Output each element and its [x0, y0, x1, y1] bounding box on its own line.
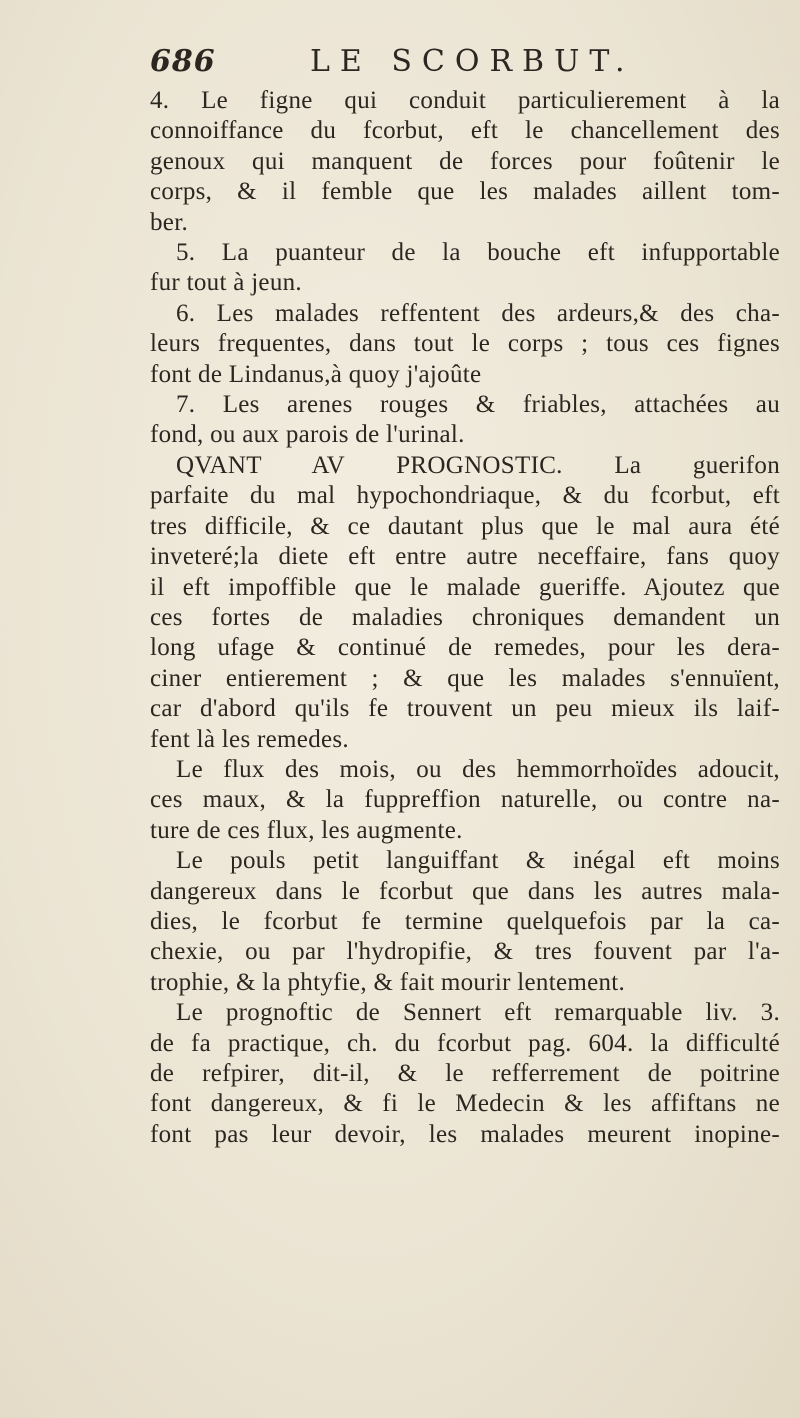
text-line: 5. La puanteur de la bouche eft infupportable: [176, 239, 780, 267]
text-line: trophie, & la phtyfie, & fait mourir lentement.: [150, 968, 626, 996]
text-line: Le pouls petit languiffant & inégal eft moins: [176, 847, 780, 875]
text-line: font de Lindanus,à quoy j'ajoûte: [150, 360, 482, 388]
text-line: car d'abord qu'ils fe trouvent un peu mieux ils laif-: [150, 695, 780, 723]
text-line: ture de ces flux, les augmente.: [150, 816, 463, 844]
text-line: font dangereux, & fi le Medecin & les affiftans ne: [150, 1090, 780, 1118]
text-line: ber.: [150, 208, 188, 236]
page-body: [150, 86, 780, 1150]
text-line: de refpirer, dit-il, & le refferrement de poitrine: [150, 1060, 780, 1087]
page-number: 686: [150, 44, 216, 79]
page-header: [150, 44, 710, 84]
text-line: inveteré;la diete eft entre autre neceffaire, fans quoy: [150, 543, 780, 571]
text-line: ces fortes de maladies chroniques demandent un: [150, 603, 780, 631]
text-line: font pas leur devoir, les malades meurent inopine-: [150, 1120, 780, 1148]
text-line: dangereux dans le fcorbut que dans les autres mala-: [150, 877, 780, 905]
running-title: LE SCORBUT.: [310, 44, 635, 79]
text-line: leurs frequentes, dans tout le corps ; tous ces fignes: [150, 330, 780, 358]
text-line: corps, & il femble que les malades aillent tom-: [150, 178, 780, 206]
text-line: parfaite du mal hypochondriaque, & du fcorbut, eft: [150, 482, 780, 510]
text-line: dies, le fcorbut fe termine quelquefois par la ca-: [150, 907, 780, 935]
text-line: de fa practique, ch. du fcorbut pag. 604. la difficulté: [150, 1029, 780, 1057]
text-line: 6. Les malades reffentent des ardeurs,& des cha-: [176, 299, 780, 327]
text-line: chexie, ou par l'hydropifie, & tres fouvent par l'a-: [150, 938, 780, 966]
text-line: genoux qui manquent de forces pour foûtenir le: [150, 147, 780, 175]
text-line: ciner entierement ; & que les malades s'ennuïent,: [150, 664, 780, 692]
text-line: fond, ou aux parois de l'urinal.: [150, 421, 465, 449]
text-line: Le prognoftic de Sennert eft remarquable liv. 3.: [176, 999, 780, 1027]
text-line: fur tout à jeun.: [150, 269, 302, 297]
text-line: Le flux des mois, ou des hemmorrhoïdes adoucit,: [176, 755, 780, 783]
text-line: il eft impoffible que le malade gueriffe. Ajoutez que: [150, 573, 780, 601]
text-line: fent là les remedes.: [150, 725, 349, 753]
text-line: ces maux, & la fuppreffion naturelle, ou contre na-: [150, 786, 780, 814]
text-line: long ufage & continué de remedes, pour les dera-: [150, 634, 780, 662]
section-heading-line: QVANT AV PROGNOSTIC. La guerifon: [176, 451, 780, 479]
text-line: tres difficile, & ce dautant plus que le mal aura été: [150, 512, 780, 540]
text-line: 7. Les arenes rouges & friables, attachées au: [176, 391, 780, 419]
text-line: connoiffance du fcorbut, eft le chancellement des: [150, 117, 780, 145]
text-line: 4. Le figne qui conduit particulierement à la: [150, 87, 780, 114]
